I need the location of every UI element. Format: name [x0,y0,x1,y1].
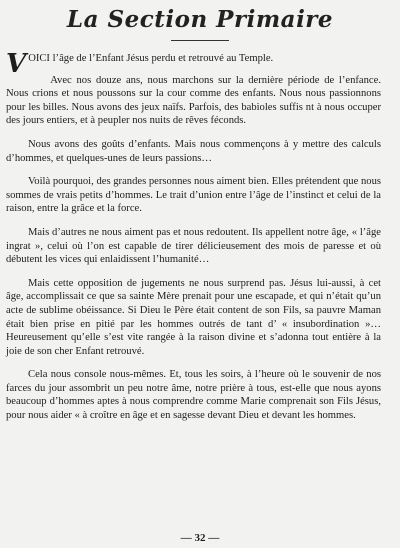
title-rule [171,40,229,41]
drop-cap: V [6,49,27,79]
page-number: — 32 — [180,532,220,544]
paragraph-6: Cela nous console nous-mêmes. Et, tous les soirs, à l’heure où le souvenir de nos farces du jour assombrit un peu notre âme, notre prière à tous, est-elle que nous ayons beaucoup d’hommes aptes à nous comprendre comme Marie comprenait son Fils Jésus, pour nous aider « à croître en âge et en sagesse devant Dieu et devant les hommes. [6,369,381,422]
article-body [6,49,381,433]
paragraph-5: Mais cette opposition de jugements ne nous surprend pas. Jésus lui-aussi, à cet âge, accomplissait ce que sa sainte Mère prenait pour une escapade, et qui n’était qu’un acte de sublime obéissance. Si Dieu le Père était content de son Fils, sa pauvre Maman était bien prise en pitié par les hommes outrés de tant d’ « insubordination »… Heureusement qu’elle s’est vite rangée à la raison divine et s’adonna tout entière à la joie de son cher Enfant retrouvé. [6,277,381,357]
paragraph-2: Nous avons des goûts d’enfants. Mais nous commençons à y mettre des calculs d’hommes, et quelques-unes de leurs passions… [6,138,381,164]
intro-text: OICI l’âge de l’Enfant Jésus perdu et retrouvé au Temple. [28,53,274,64]
paragraph-1: Avec nos douze ans, nous marchons sur la dernière période de l’enfance. Nous crions et nous poussons sur la cour comme des enfants. Nous nous passionnons pour les billes. Nous avons des jeux naïfs. Parfois, des babioles suffis nt à nous occuper des jours entiers, et à peupler nos nuits de rêves féconds. [6,74,381,127]
paragraph-4: Mais d’autres ne nous aiment pas et nous redoutent. Ils appellent notre âge, « l’âge ingrat », celui où l’on est capable de tirer délicieusement des mois de paresse et où débutent les vices qui enlaidissent l’humanité… [6,226,381,266]
paragraph-3: Voilà pourquoi, des grandes personnes nous aiment bien. Elles prétendent que nous sommes de vrais petits d’hommes. Le trait d’union entre l’âge de l’instinct et celui de la raison, entre la grâce et la force. [6,176,381,215]
intro-paragraph [6,49,381,79]
section-title: La Section Primaire [66,6,334,33]
